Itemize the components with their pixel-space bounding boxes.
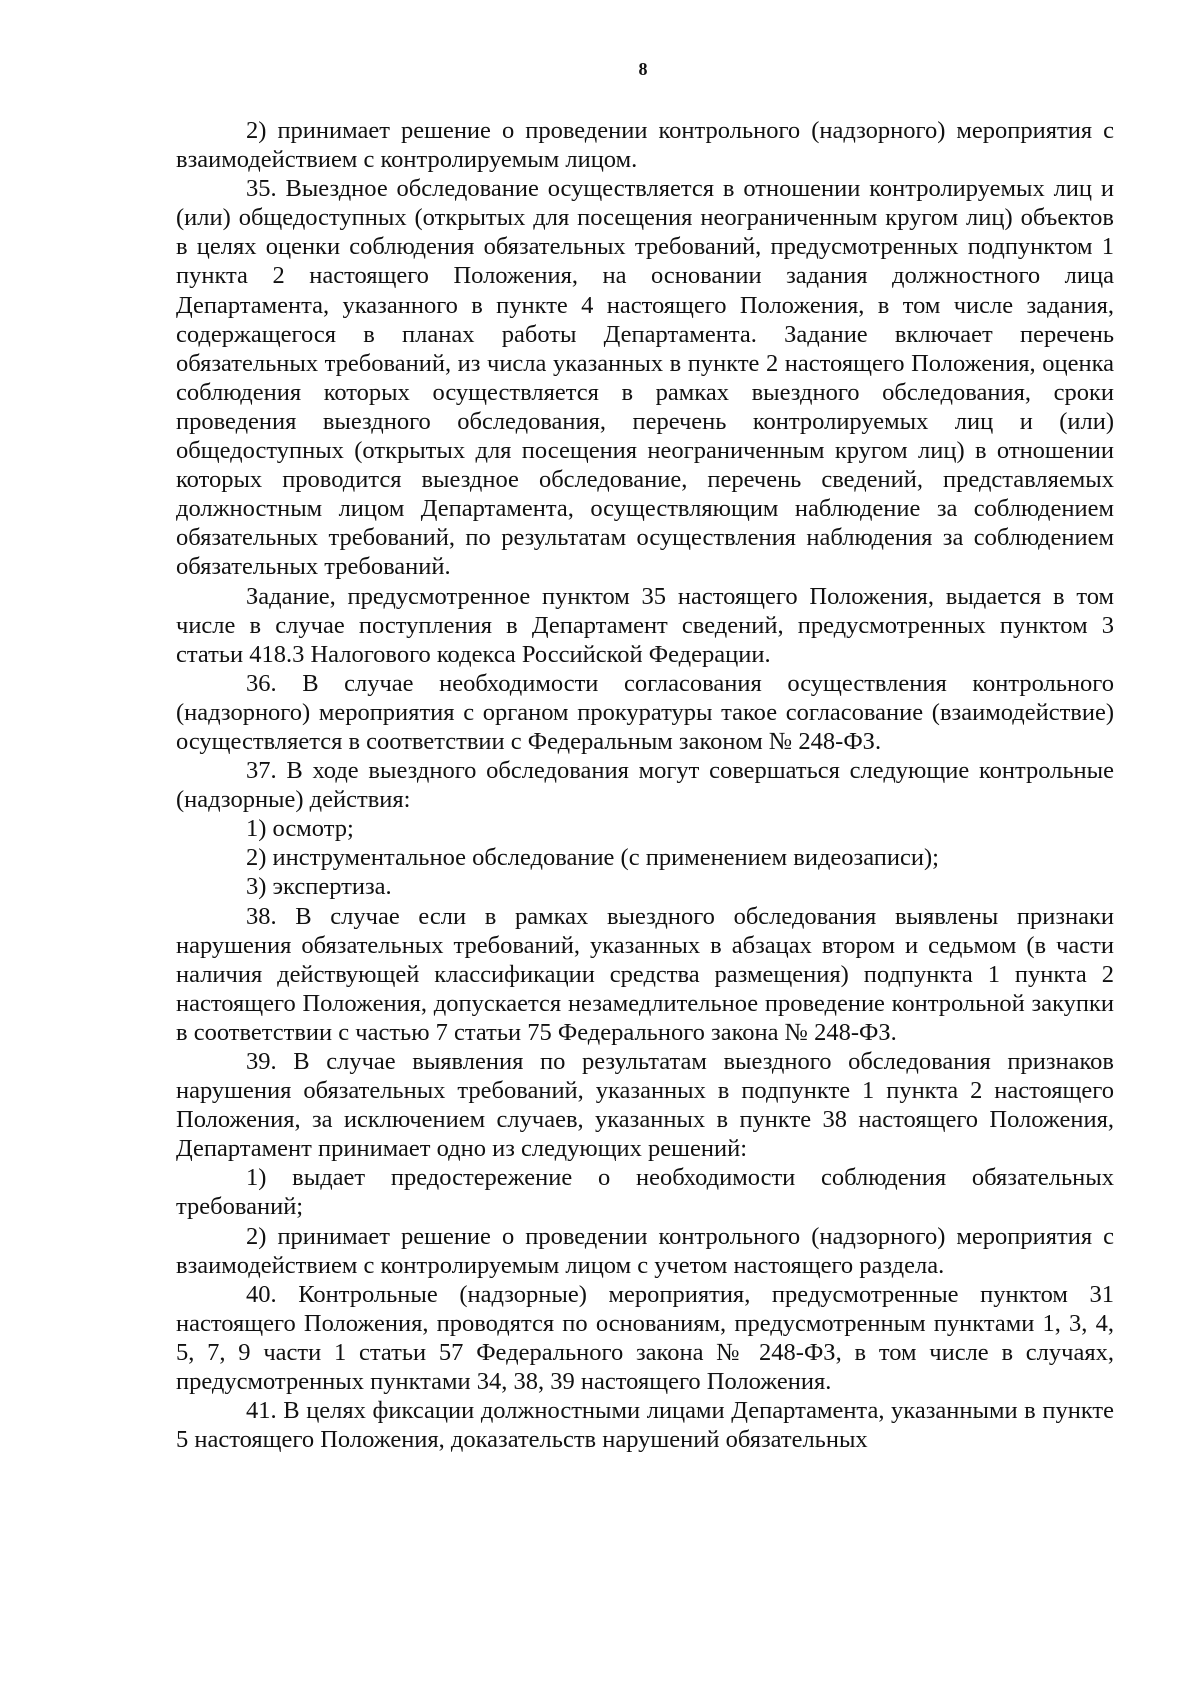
paragraph: 2) инструментальное обследование (с применением видеозаписи); [246,844,939,872]
paragraph: 37. В ходе выездного обследования могут совершаться следующие контрольные (надзорные) действия: [176,757,1114,814]
page-number: 8 [638,59,648,79]
paragraph: 35. Выездное обследование осуществляется в отношении контролируемых лиц и (или) общедоступных (открытых для посещения неограниченным кругом лиц) объектов в целях оценки соблюдения обязательных требований, предусмотренных подпунктом 1 пункта 2 настоящего Положения, на основании задания должностного лица Департамента, указанного в пункте 4 настоящего Положения, в том числе задания, содержащегося в планах работы Департамента. Задание включает перечень обязательных требований, из числа указанных в пункте 2 настоящего Положения, оценка соблюдения которых осуществляется в рамках выездного обследования, сроки проведения выездного обследования, перечень контролируемых лиц и (или) общедоступных (открытых для посещения неограниченным кругом лиц) в отношении которых проводится выездное обследование, перечень сведений, представляемых должностным лицом Департамента, осуществляющим наблюдение за соблюдением обязательных требований, по результатам осуществления наблюдения за соблюдением обязательных требований. [176,175,1114,581]
paragraph: 2) принимает решение о проведении контрольного (надзорного) мероприятия с взаимодействием с контролируемым лицом. [176,117,1114,174]
paragraph: 1) осмотр; [246,815,354,843]
paragraph: 40. Контрольные (надзорные) мероприятия, предусмотренные пунктом 31 настоящего Положения, проводятся по основаниям, предусмотренным пунктами 1, 3, 4, 5, 7, 9 части 1 статьи 57 Федерального закона № 248-ФЗ, в том числе в случаях, предусмотренных пунктами 34, 38, 39 настоящего Положения. [176,1280,1114,1396]
paragraph: 2) принимает решение о проведении контрольного (надзорного) мероприятия с взаимодействием с контролируемым лицом с учетом настоящего раздела. [176,1222,1114,1279]
paragraph: 3) экспертиза. [246,873,392,901]
document-body [176,116,1114,1454]
paragraph: 39. В случае выявления по результатам выездного обследования признаков нарушения обязательных требований, указанных в подпункте 1 пункта 2 настоящего Положения, за исключением случаев, указанных в пункте 38 настоящего Положения, Департамент принимает одно из следующих решений: [176,1048,1114,1163]
paragraph: 1) выдает предостережение о необходимости соблюдения обязательных требований; [176,1164,1114,1221]
paragraph: 36. В случае необходимости согласования осуществления контрольного (надзорного) мероприятия с органом прокуратуры такое согласование (взаимодействие) осуществляется в соответствии с Федеральным законом № 248-ФЗ. [176,669,1114,755]
paragraph: 38. В случае если в рамках выездного обследования выявлены признаки нарушения обязательных требований, указанных в абзацах втором и седьмом (в части наличия действующей классификации средства размещения) подпункта 1 пункта 2 настоящего Положения, допускается незамедлительное проведение контрольной закупки в соответствии с частью 7 статьи 75 Федерального закона № 248-ФЗ. [176,902,1114,1046]
paragraph: 41. В целях фиксации должностными лицами Департамента, указанными в пункте 5 настоящего Положения, доказательств нарушений обязательных [176,1397,1114,1454]
paragraph: Задание, предусмотренное пунктом 35 настоящего Положения, выдается в том числе в случае поступления в Департамент сведений, предусмотренных пунктом 3 статьи 418.3 Налогового кодекса Российской Федерации. [176,582,1114,668]
